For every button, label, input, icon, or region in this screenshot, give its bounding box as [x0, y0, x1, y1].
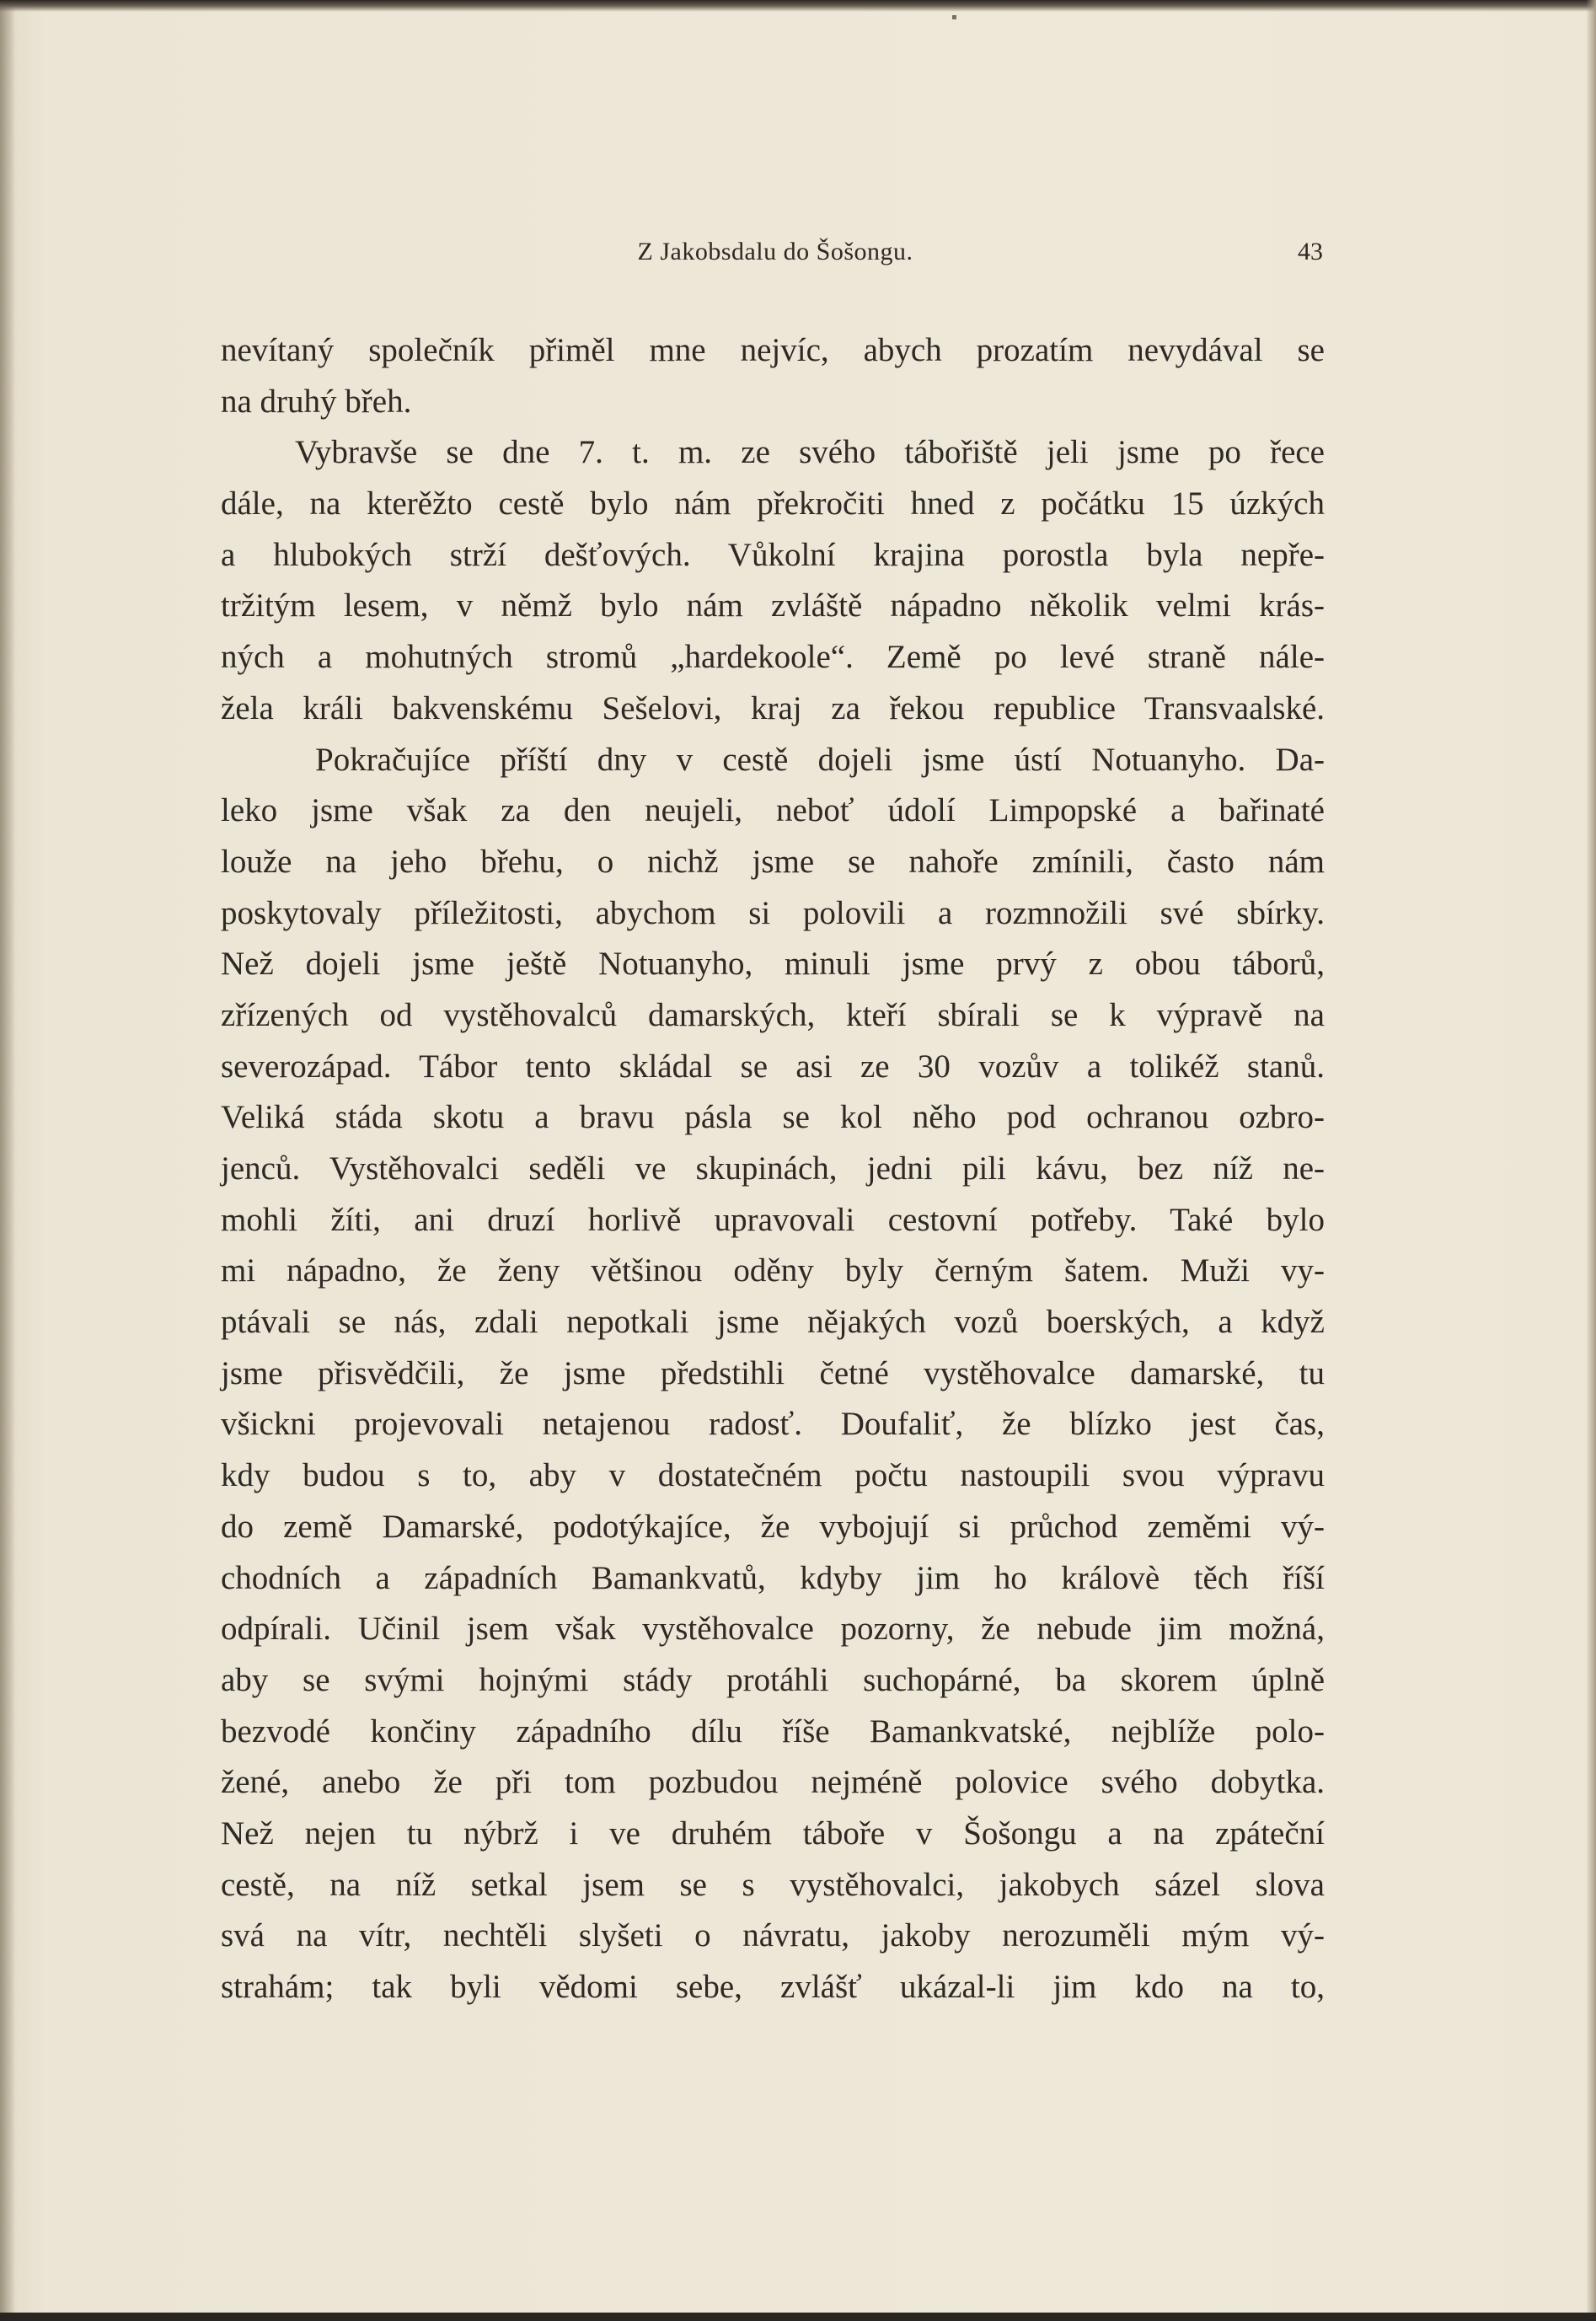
gutter-shadow	[0, 0, 15, 2321]
text-line: ptávali se nás, zdali nepotkali jsme nějakých vozů boerských, a když	[221, 1304, 1325, 1341]
text-line: aby se svými hojnými stády protáhli suchopárné, ba skorem úplně	[221, 1661, 1325, 1698]
text-line: leko jsme však za den neujeli, neboť údolí Limpopské a bařinaté	[221, 792, 1325, 829]
text-line: svá na vítr, nechtěli slyšeti o návratu, jakoby nerozuměli mým vý-	[221, 1917, 1325, 1954]
running-title: Z Jakobsdalu do Šošongu.	[637, 238, 913, 265]
text-line: do země Damarské, podotýkajíce, že vybojují si průchod zeměmi vý-	[221, 1508, 1325, 1545]
text-line: tržitým lesem, v němž bylo nám zvláště nápadno několik velmi krás-	[221, 587, 1325, 624]
text-line: jenců. Vystěhovalci seděli ve skupinách, jedni pili kávu, bez níž ne-	[221, 1150, 1325, 1187]
text-line: cestě, na níž setkal jsem se s vystěhovalci, jakobych sázel slova	[221, 1866, 1325, 1903]
text-line: mi nápadno, že ženy většinou oděny byly černým šatem. Muži vy-	[221, 1252, 1325, 1289]
text-line: Pokračujíce příští dny v cestě dojeli jsme ústí Notuanyho. Da-	[315, 741, 1325, 778]
page-mark	[952, 15, 956, 19]
page-number: 43	[1298, 238, 1323, 265]
text-line: Veliká stáda skotu a bravu pásla se kol něho pod ochranou ozbro-	[221, 1099, 1325, 1136]
text-line: severozápad. Tábor tento skládal se asi ze 30 vozův a tolikéž stanů.	[221, 1048, 1325, 1085]
text-line: odpírali. Učinil jsem však vystěhovalce pozorny, že nebude jim možná,	[221, 1611, 1325, 1648]
text-line: jsme přisvědčili, že jsme předstihli četné vystěhovalce damarské, tu	[221, 1354, 1325, 1391]
text-line: chodních a západních Bamankvatů, kdyby jim ho královè těch říší	[221, 1559, 1325, 1596]
text-line: Než nejen tu nýbrž i ve druhém táboře v Šošongu a na zpáteční	[221, 1814, 1325, 1852]
bottom-edge	[0, 2313, 1596, 2321]
text-line: dále, na kterěžto cestě bylo nám překročiti hned z počátku 15 úzkých	[221, 485, 1325, 523]
text-line: Než dojeli jsme ještě Notuanyho, minuli jsme prvý z obou táborů,	[221, 946, 1325, 983]
text-line: na druhý břeh.	[221, 383, 412, 420]
text-line: a hlubokých strží dešťových. Vůkolní krajina porostla byla nepře-	[221, 536, 1325, 573]
text-line: kdy budou s to, aby v dostatečném počtu nastoupili svou výpravu	[221, 1457, 1325, 1494]
text-line: bezvodé končiny západního dílu říše Bamankvatské, nejblíže polo-	[221, 1713, 1325, 1750]
text-line: nevítaný společník přiměl mne nejvíc, abych prozatím nevydával se	[221, 332, 1325, 368]
text-line: zřízených od vystěhovalců damarských, kteří sbírali se k výpravě na	[221, 996, 1325, 1033]
text-line: strahám; tak byli vědomi sebe, zvlášť ukázal-li jim kdo na to,	[221, 1969, 1325, 2005]
text-line: louže na jeho břehu, o nichž jsme se nahoře zmínili, často nám	[221, 843, 1325, 880]
text-line: poskytovaly příležitosti, abychom si polovili a rozmnožili své sbírky.	[221, 894, 1325, 931]
page-header	[228, 238, 1323, 280]
text-line: všickni projevovali netajenou radosť. Doufaliť, že blízko jest čas,	[221, 1406, 1325, 1443]
top-edge	[0, 0, 1596, 12]
text-line: ných a mohutných stromů „hardekoole“. Země po levé straně nále-	[221, 639, 1325, 676]
text-line: žené, anebo že při tom pozbudou nejméně polovice svého dobytka.	[221, 1764, 1325, 1801]
text-line: mohli žíti, ani druzí horlivě upravovali cestovní potřeby. Také bylo	[221, 1201, 1325, 1238]
text-line: žela králi bakvenskému Sešelovi, kraj za řekou republice Transvaalské.	[221, 689, 1325, 726]
body-text	[221, 325, 1325, 2013]
right-edge	[1586, 0, 1596, 2321]
text-line: Vybravše se dne 7. t. m. ze svého tábořiště jeli jsme po řece	[295, 434, 1325, 471]
